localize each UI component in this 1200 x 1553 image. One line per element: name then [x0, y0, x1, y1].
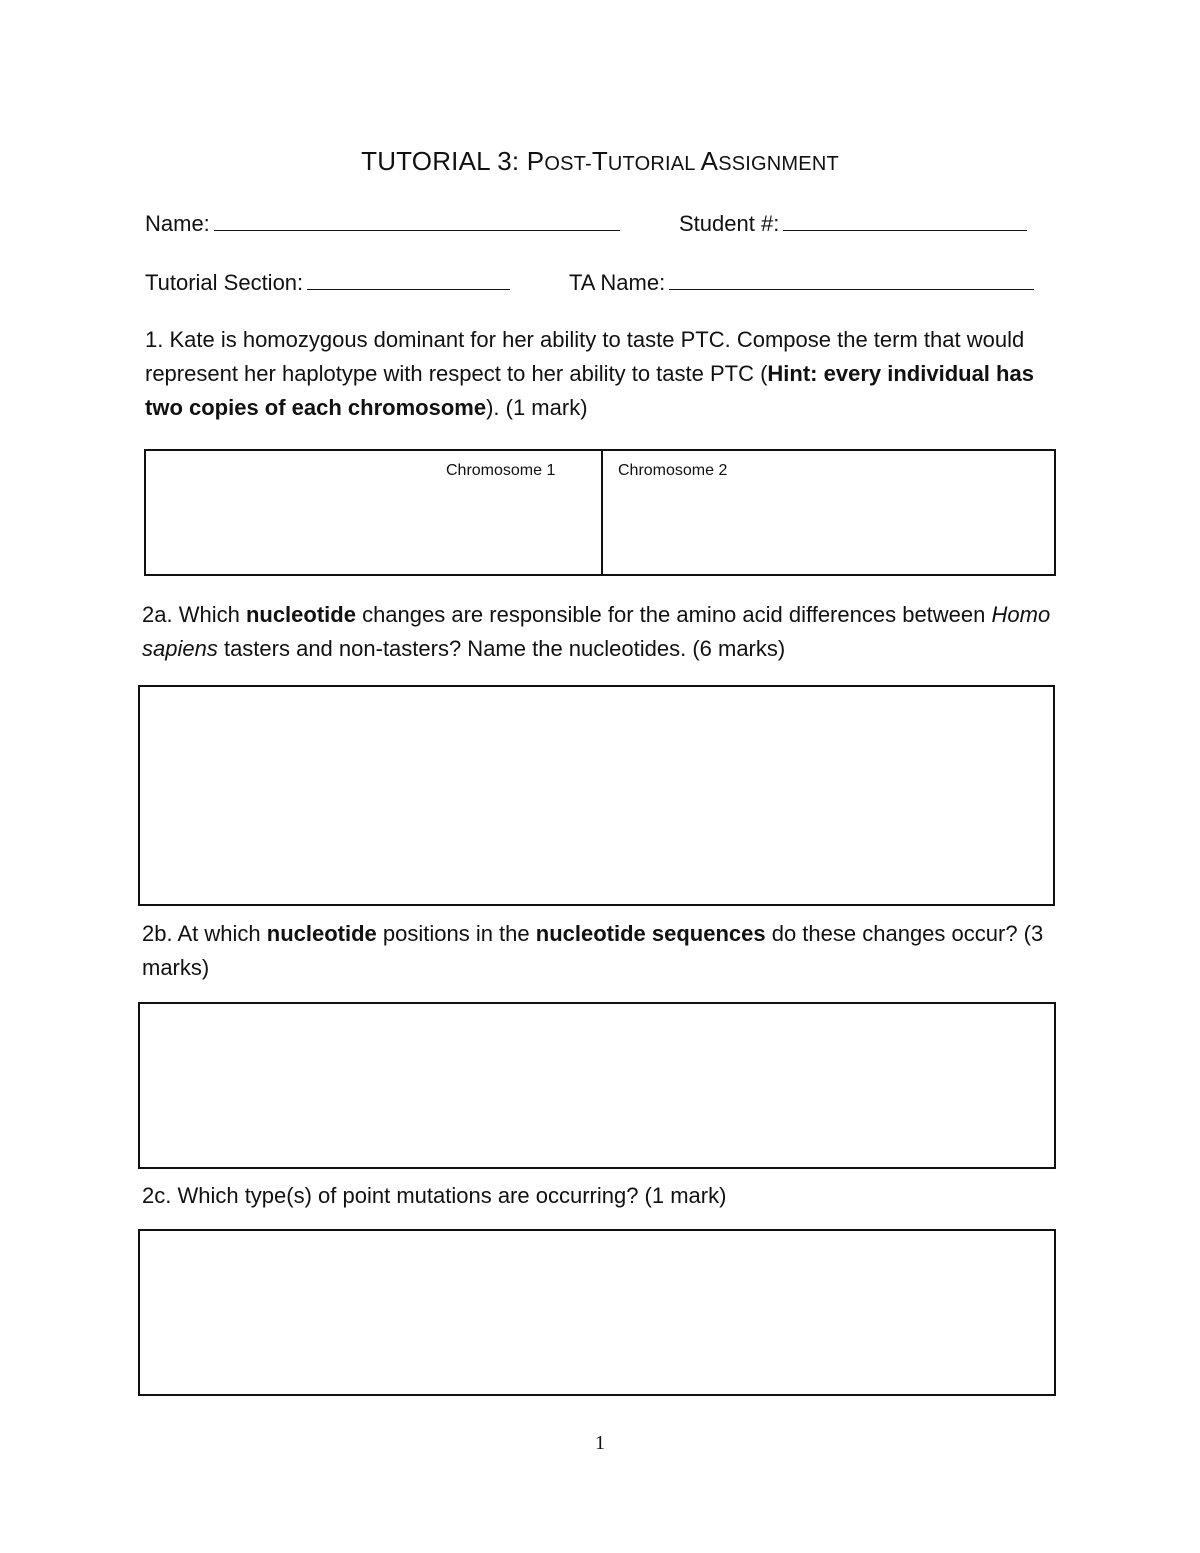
question-2b: 2b. At which nucleotide positions in the nucleotide sequences do these changes occur? (3 marks): [142, 921, 1044, 980]
chromosome-1-cell[interactable]: [146, 451, 601, 574]
name-field-row: [145, 210, 620, 237]
tutorial-section-row: [145, 269, 510, 296]
question-2c-answer-box[interactable]: [138, 1229, 1056, 1396]
ta-name-label: TA Name:: [569, 270, 666, 295]
student-number-blank[interactable]: [783, 210, 1027, 231]
page-title: TUTORIAL 3: POST-TUTORIAL ASSIGNMENT: [361, 146, 839, 176]
name-blank[interactable]: [214, 210, 620, 231]
page-number: 1: [595, 1432, 605, 1454]
question-2c: 2c. Which type(s) of point mutations are occurring? (1 mark): [142, 1183, 727, 1208]
chromosome-2-label: Chromosome 2: [618, 462, 728, 479]
question-1: 1. Kate is homozygous dominant for her ability to taste PTC. Compose the term that would represent her haplotype with respect to her ability to taste PTC (Hint: every individual has two copies of each chromosome). (1 mark): [145, 327, 1034, 420]
question-1-answer-table: [144, 449, 1056, 576]
ta-name-blank[interactable]: [669, 269, 1034, 290]
tutorial-section-blank[interactable]: [307, 269, 510, 290]
question-2b-answer-box[interactable]: [138, 1002, 1056, 1169]
ta-name-row: [569, 269, 1034, 296]
chromosome-2-cell[interactable]: [604, 451, 1054, 574]
chromosome-1-label: Chromosome 1: [446, 462, 556, 479]
student-number-row: [679, 210, 1027, 237]
table-divider: [601, 451, 603, 574]
question-2a: 2a. Which nucleotide changes are responsible for the amino acid differences between Homo sapiens tasters and non-tasters? Name the nucleotides. (6 marks): [142, 602, 1051, 661]
question-2a-answer-box[interactable]: [138, 685, 1055, 906]
tutorial-section-label: Tutorial Section:: [145, 270, 304, 295]
student-number-label: Student #:: [679, 211, 780, 236]
name-label: Name:: [145, 211, 210, 236]
